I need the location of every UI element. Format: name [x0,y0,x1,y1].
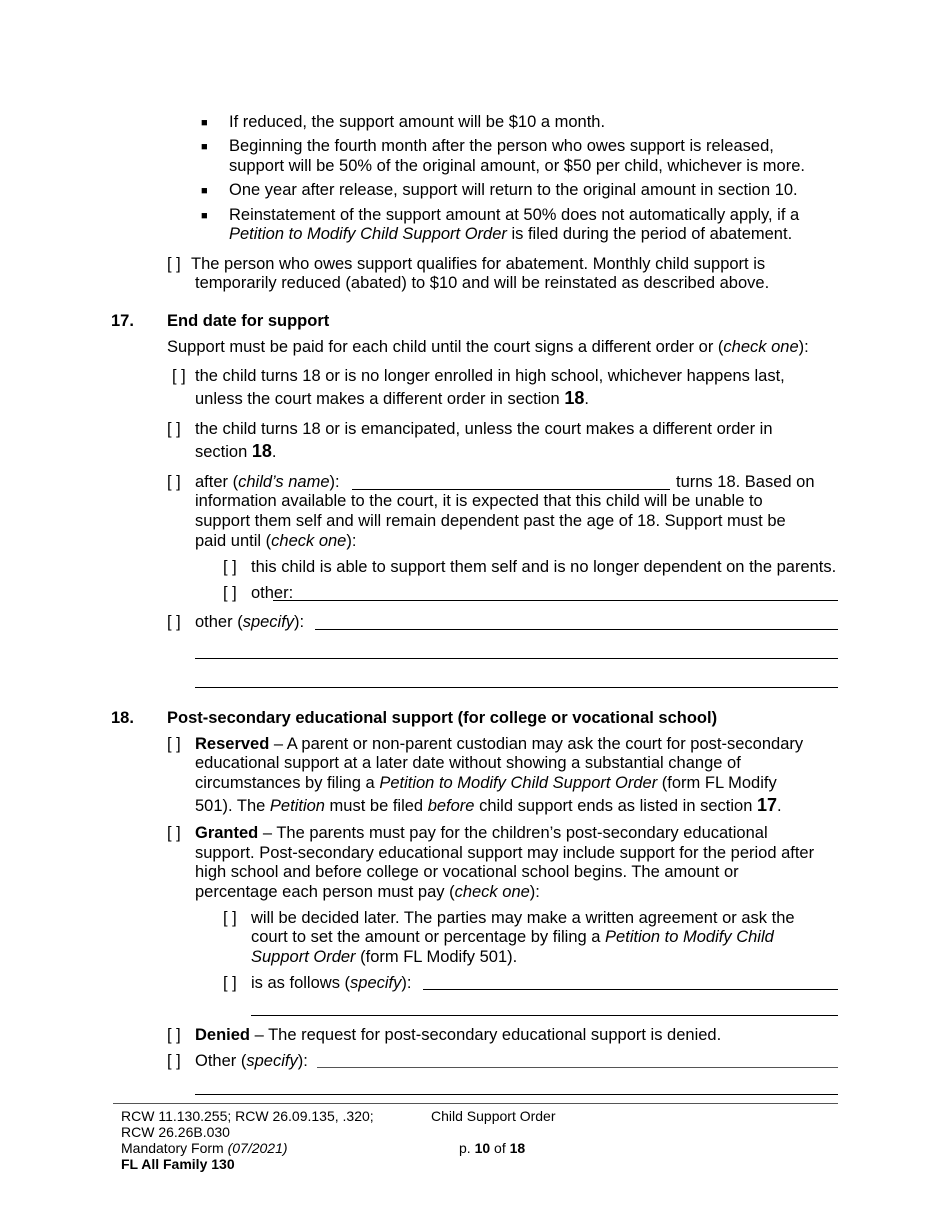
checkbox-reserved[interactable]: [ ] [167,735,181,753]
section-number: 17. [111,312,134,330]
footer-mandatory-form: Mandatory Form (07/2021) [121,1140,288,1156]
option-text: court to set the amount or percentage by filing a Petition to Modify Child [251,928,774,946]
other-until-field[interactable] [273,600,838,601]
option-text: high school and before college or vocational school begins. The amount or [195,863,739,881]
bullet-icon: ■ [201,117,208,129]
footer-rcw: RCW 26.26B.030 [121,1124,230,1140]
footer-title: Child Support Order [431,1108,556,1124]
other-post-secondary-field[interactable] [317,1067,838,1068]
childs-name-field[interactable] [352,489,670,490]
checkbox-turns-18-school[interactable]: [ ] [172,367,186,385]
option-text: will be decided later. The parties may make a written agreement or ask the [251,909,795,927]
option-text: paid until (check one): [195,532,357,550]
other-post-secondary-field[interactable] [195,1094,838,1095]
option-text: section 18. [195,441,277,461]
bullet-text: Petition to Modify Child Support Order is filed during the period of abatement. [229,225,793,243]
option-text: other (specify): [195,613,305,631]
checkbox-granted[interactable]: [ ] [167,824,181,842]
option-text: this child is able to support them self and is no longer dependent on the parents. [251,558,837,576]
footer-divider [113,1103,838,1104]
option-text: support them self and will remain dependent past the age of 18. Support must be [195,512,786,530]
bullet-text: Reinstatement of the support amount at 50% does not automatically apply, if a [229,206,800,224]
option-text: other: [251,584,294,602]
footer-form-id: FL All Family 130 [121,1156,235,1172]
option-text: percentage each person must pay (check one): [195,883,540,901]
option-text: turns 18. Based on [676,473,815,491]
as-follows-field[interactable] [251,1015,838,1016]
bullet-text: Beginning the fourth month after the person who owes support is released, [229,137,774,155]
checkbox-abatement[interactable]: [ ] [167,255,181,273]
option-text: Reserved – A parent or non-parent custodian may ask the court for post-secondary [195,735,804,753]
option-text: Support Order (form FL Modify 501). [251,948,518,966]
option-text: the child turns 18 or is emancipated, unless the court makes a different order in [195,420,773,438]
bullet-icon: ■ [201,141,208,153]
option-text: Denied – The request for post-secondary educational support is denied. [195,1026,722,1044]
option-text: Other (specify): [195,1052,308,1070]
section-heading: Post-secondary educational support (for college or vocational school) [167,709,718,727]
other-end-date-field[interactable] [195,687,838,688]
checkbox-self-supporting[interactable]: [ ] [223,558,237,576]
option-text: information available to the court, it is expected that this child will be unable to [195,492,763,510]
bullet-text: One year after release, support will return to the original amount in section 10. [229,181,798,199]
section-intro: Support must be paid for each child until the court signs a different order or (check one): [167,338,809,356]
checkbox-decided-later[interactable]: [ ] [223,909,237,927]
checkbox-as-follows[interactable]: [ ] [223,974,237,992]
option-text: circumstances by filing a Petition to Modify Child Support Order (form FL Modify [195,774,777,792]
option-text: Granted – The parents must pay for the children’s post-secondary educational [195,824,768,842]
checkbox-dependent-child[interactable]: [ ] [167,473,181,491]
abatement-text: The person who owes support qualifies for abatement. Monthly child support is [191,255,766,273]
bullet-icon: ■ [201,210,208,222]
option-text: educational support at a later date without showing a substantial change of [195,754,741,772]
footer-page-number: p. 10 of 18 [459,1140,526,1156]
other-end-date-field[interactable] [195,658,838,659]
checkbox-other-until[interactable]: [ ] [223,584,237,602]
option-text: 501). The Petition must be filed before child support ends as listed in section 17. [195,795,782,815]
option-text: unless the court makes a different order in section 18. [195,388,589,408]
checkbox-other-end-date[interactable]: [ ] [167,613,181,631]
section-number: 18. [111,709,134,727]
checkbox-turns-18-emancipated[interactable]: [ ] [167,420,181,438]
option-text: support. Post-secondary educational support may include support for the period after [195,844,815,862]
as-follows-field[interactable] [423,989,838,990]
footer-rcw: RCW 11.130.255; RCW 26.09.135, .320; [121,1108,374,1124]
bullet-text: If reduced, the support amount will be $10 a month. [229,113,606,131]
checkbox-denied[interactable]: [ ] [167,1026,181,1044]
abatement-text: temporarily reduced (abated) to $10 and will be reinstated as described above. [195,274,770,292]
bullet-text: support will be 50% of the original amount, or $50 per child, whichever is more. [229,157,805,175]
other-end-date-field[interactable] [315,629,838,630]
checkbox-other-post-secondary[interactable]: [ ] [167,1052,181,1070]
option-text: is as follows (specify): [251,974,412,992]
option-text: after (child’s name): [195,473,340,491]
bullet-icon: ■ [201,185,208,197]
section-heading: End date for support [167,312,330,330]
option-text: the child turns 18 or is no longer enrolled in high school, whichever happens last, [195,367,785,385]
